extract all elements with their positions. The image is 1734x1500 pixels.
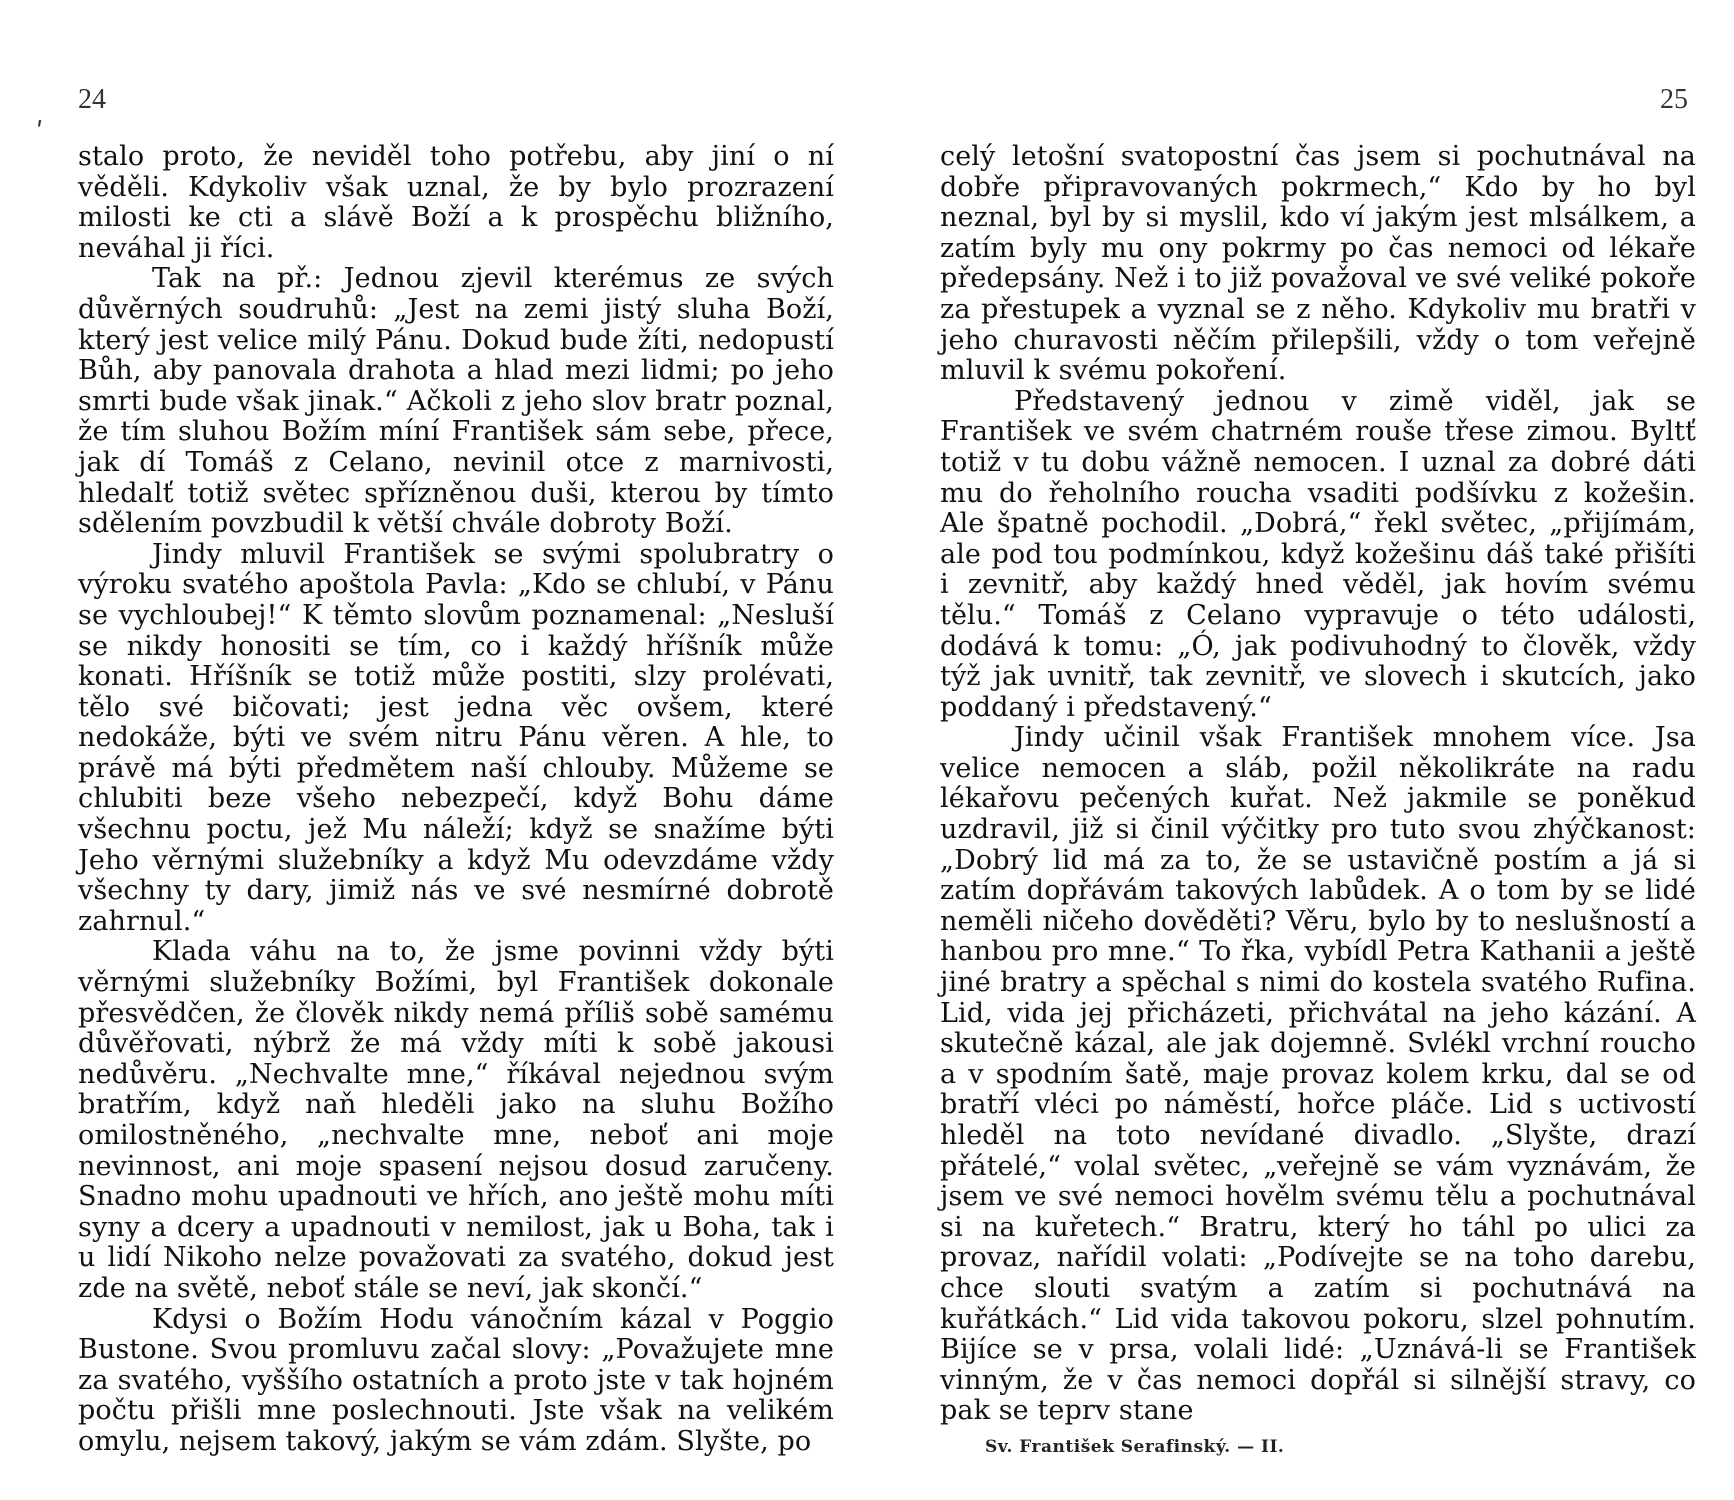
left-page (78, 142, 834, 1458)
right-page (940, 142, 1696, 1427)
left-paragraph-1: stalo proto, že neviděl toho potřebu, aby jiní o ní věděli. Kdykoliv však uznal, že by bylo prozrazení milosti ke cti a slávě Boží a k prospěchu bližního, neváhal ji říci. (78, 141, 834, 264)
page-number-right: 25 (1660, 84, 1688, 115)
left-paragraph-3: Jindy mluvil František se svými spolubratry o výroku svatého apoštola Pavla: „Kdo se chlubí, v Pánu se vychloubej!“ K těmto slovům poznamenal: „Nesluší se nikdy honositi se tím, co i každý hříšník může konati. Hříšník se totiž může postiti, slzy prolévati, tělo své bičovati; jest jedna věc ovšem, které nedokáže, býti ve svém nitru Pánu věren. A hle, to právě má býti předmětem naší chlouby. Můžeme se chlubiti beze všeho nebezpečí, když Bohu dáme všechnu poctu, jež Mu náleží; když se snažíme býti Jeho věrnými služebníky a když Mu odevzdáme vždy všechny ty dary, jimiž nás ve své nesmírné dobrotě zahrnul.“ (78, 538, 834, 937)
right-paragraph-2: Představený jednou v zimě viděl, jak se František ve svém chatrném rouše třese zimou. Byltť totiž v tu dobu vážně nemocen. I uznal za dobré dáti mu do řeholního roucha vsaditi podšívku z kožešin. Ale špatně pochodil. „Dobrá,“ řekl světec, „přijímám, ale pod tou podmínkou, když kožešinu dáš také přišíti i zevnitř, aby každý hned věděl, jak hovím svému tělu.“ Tomáš z Celano vypravuje o této události, dodává k tomu: „Ó, jak podivuhodný to člověk, vždy týž jak uvnitř, tak zevnitř, ve slovech i skutcích, jako poddaný i představený.“ (940, 385, 1696, 723)
page-number-left: 24 (78, 84, 106, 115)
left-paragraph-4: Klada váhu na to, že jsme povinni vždy býti věrnými služebníky Božími, byl František dokonale přesvědčen, že člověk nikdy nemá příliš sobě samému důvěřovati, nýbrž že má vždy míti k sobě jakousi nedůvěru. „Nechvalte mne,“ říkával nejednou svým bratřím, když naň hleděli jako na sluhu Božího omilostněného, „nechvalte mne, neboť ani moje nevinnost, ani moje spasení nejsou dosud zaručeny. Snadno mohu upadnouti ve hřích, ano ještě mohu míti syny a dcery a upadnouti v nemilost, jak u Boha, tak i u lidí Nikoho nelze považovati za svatého, dokud jest zde na světě, neboť stále se neví, jak skončí.“ (78, 936, 834, 1304)
left-paragraph-2: Tak na př.: Jednou zjevil kterémus ze svých důvěrných soudruhů: „Jest na zemi jistý sluha Boží, který jest velice milý Pánu. Dokud bude žíti, nedopustí Bůh, aby panovala drahota a hlad mezi lidmi; po jeho smrti bude však jinak.“ Ačkoli z jeho slov bratr poznal, že tím sluhou Božím míní František sám sebe, přece, jak dí Tomáš z Celano, nevinil otce z marnivosti, hledalť totiž světec spřízněnou duši, kterou by tímto sdělením povzbudil k větší chvále dobroty Boží. (78, 263, 834, 540)
left-paragraph-5: Kdysi o Božím Hodu vánočním kázal v Poggio Bustone. Svou promluvu začal slovy: „Považujete mne za svatého, vyššího ostatních a proto jste v tak hojném počtu přišli mne poslechnouti. Jste však na velikém omylu, nejsem takový, jakým se vám zdám. Slyšte, po (78, 1303, 834, 1457)
right-paragraph-3: Jindy učinil však František mnohem více. Jsa velice nemocen a sláb, požil několikráte na radu lékařovu pečených kuřat. Než jakmile se poněkud uzdravil, již si činil výčitky pro tuto svou zhýčkanost: „Dobrý lid má za to, že se ustavičně postím a já si zatím dopřávám takových labůdek. A o tom by se lidé neměli ničeho dověděti? Věru, bylo by to neslušností a hanbou pro mne.“ To řka, vybídl Petra Kathanii a ještě jiné bratry a spěchal s nimi do kostela svatého Rufina. Lid, vida jej přicházeti, přichvátal na jeho kázání. A skutečně kázal, ale jak dojemně. Svlékl vrchní roucho a v spodním šatě, maje provaz kolem krku, dal se od bratří vléci po náměstí, hořce pláče. Lid s uctivostí hleděl na toto nevídané divadlo. „Slyšte, drazí přátelé,“ volal světec, „veřejně se vám vyznávám, že jsem ve své nemoci hovělm svému tělu a pochutnával si na kuřetech.“ Bratru, který ho táhl po ulici za provaz, nařídil volati: „Podívejte se na toho darebu, chce slouti svatým a zatím si pochutnává na kuřátkách.“ Lid vida takovou pokoru, slzel pohnutím. Bijíce se v prsa, volali lidé: „Uznává-li se František vinným, že v čas nemoci dopřál si silnější stravy, co pak se teprv stane (940, 722, 1696, 1427)
page-footer-signature: Sv. František Serafinský. — II. (985, 1437, 1285, 1457)
right-paragraph-1: celý letošní svatopostní čas jsem si pochutnával na dobře připravovaných pokrmech,“ Kdo by ho byl neznal, byl by si myslil, kdo ví jakým jest mlsálkem, a zatím byly mu ony pokrmy po čas nemoci od lékaře předepsány. Než i to již považoval ve své veliké pokoře za přestupek a vyznal se z něho. Kdykoliv mu bratři v jeho churavosti něčím přilepšili, vždy o tom veřejně mluvil k svému pokoření. (940, 141, 1696, 387)
stray-mark: ʹ (36, 118, 44, 148)
